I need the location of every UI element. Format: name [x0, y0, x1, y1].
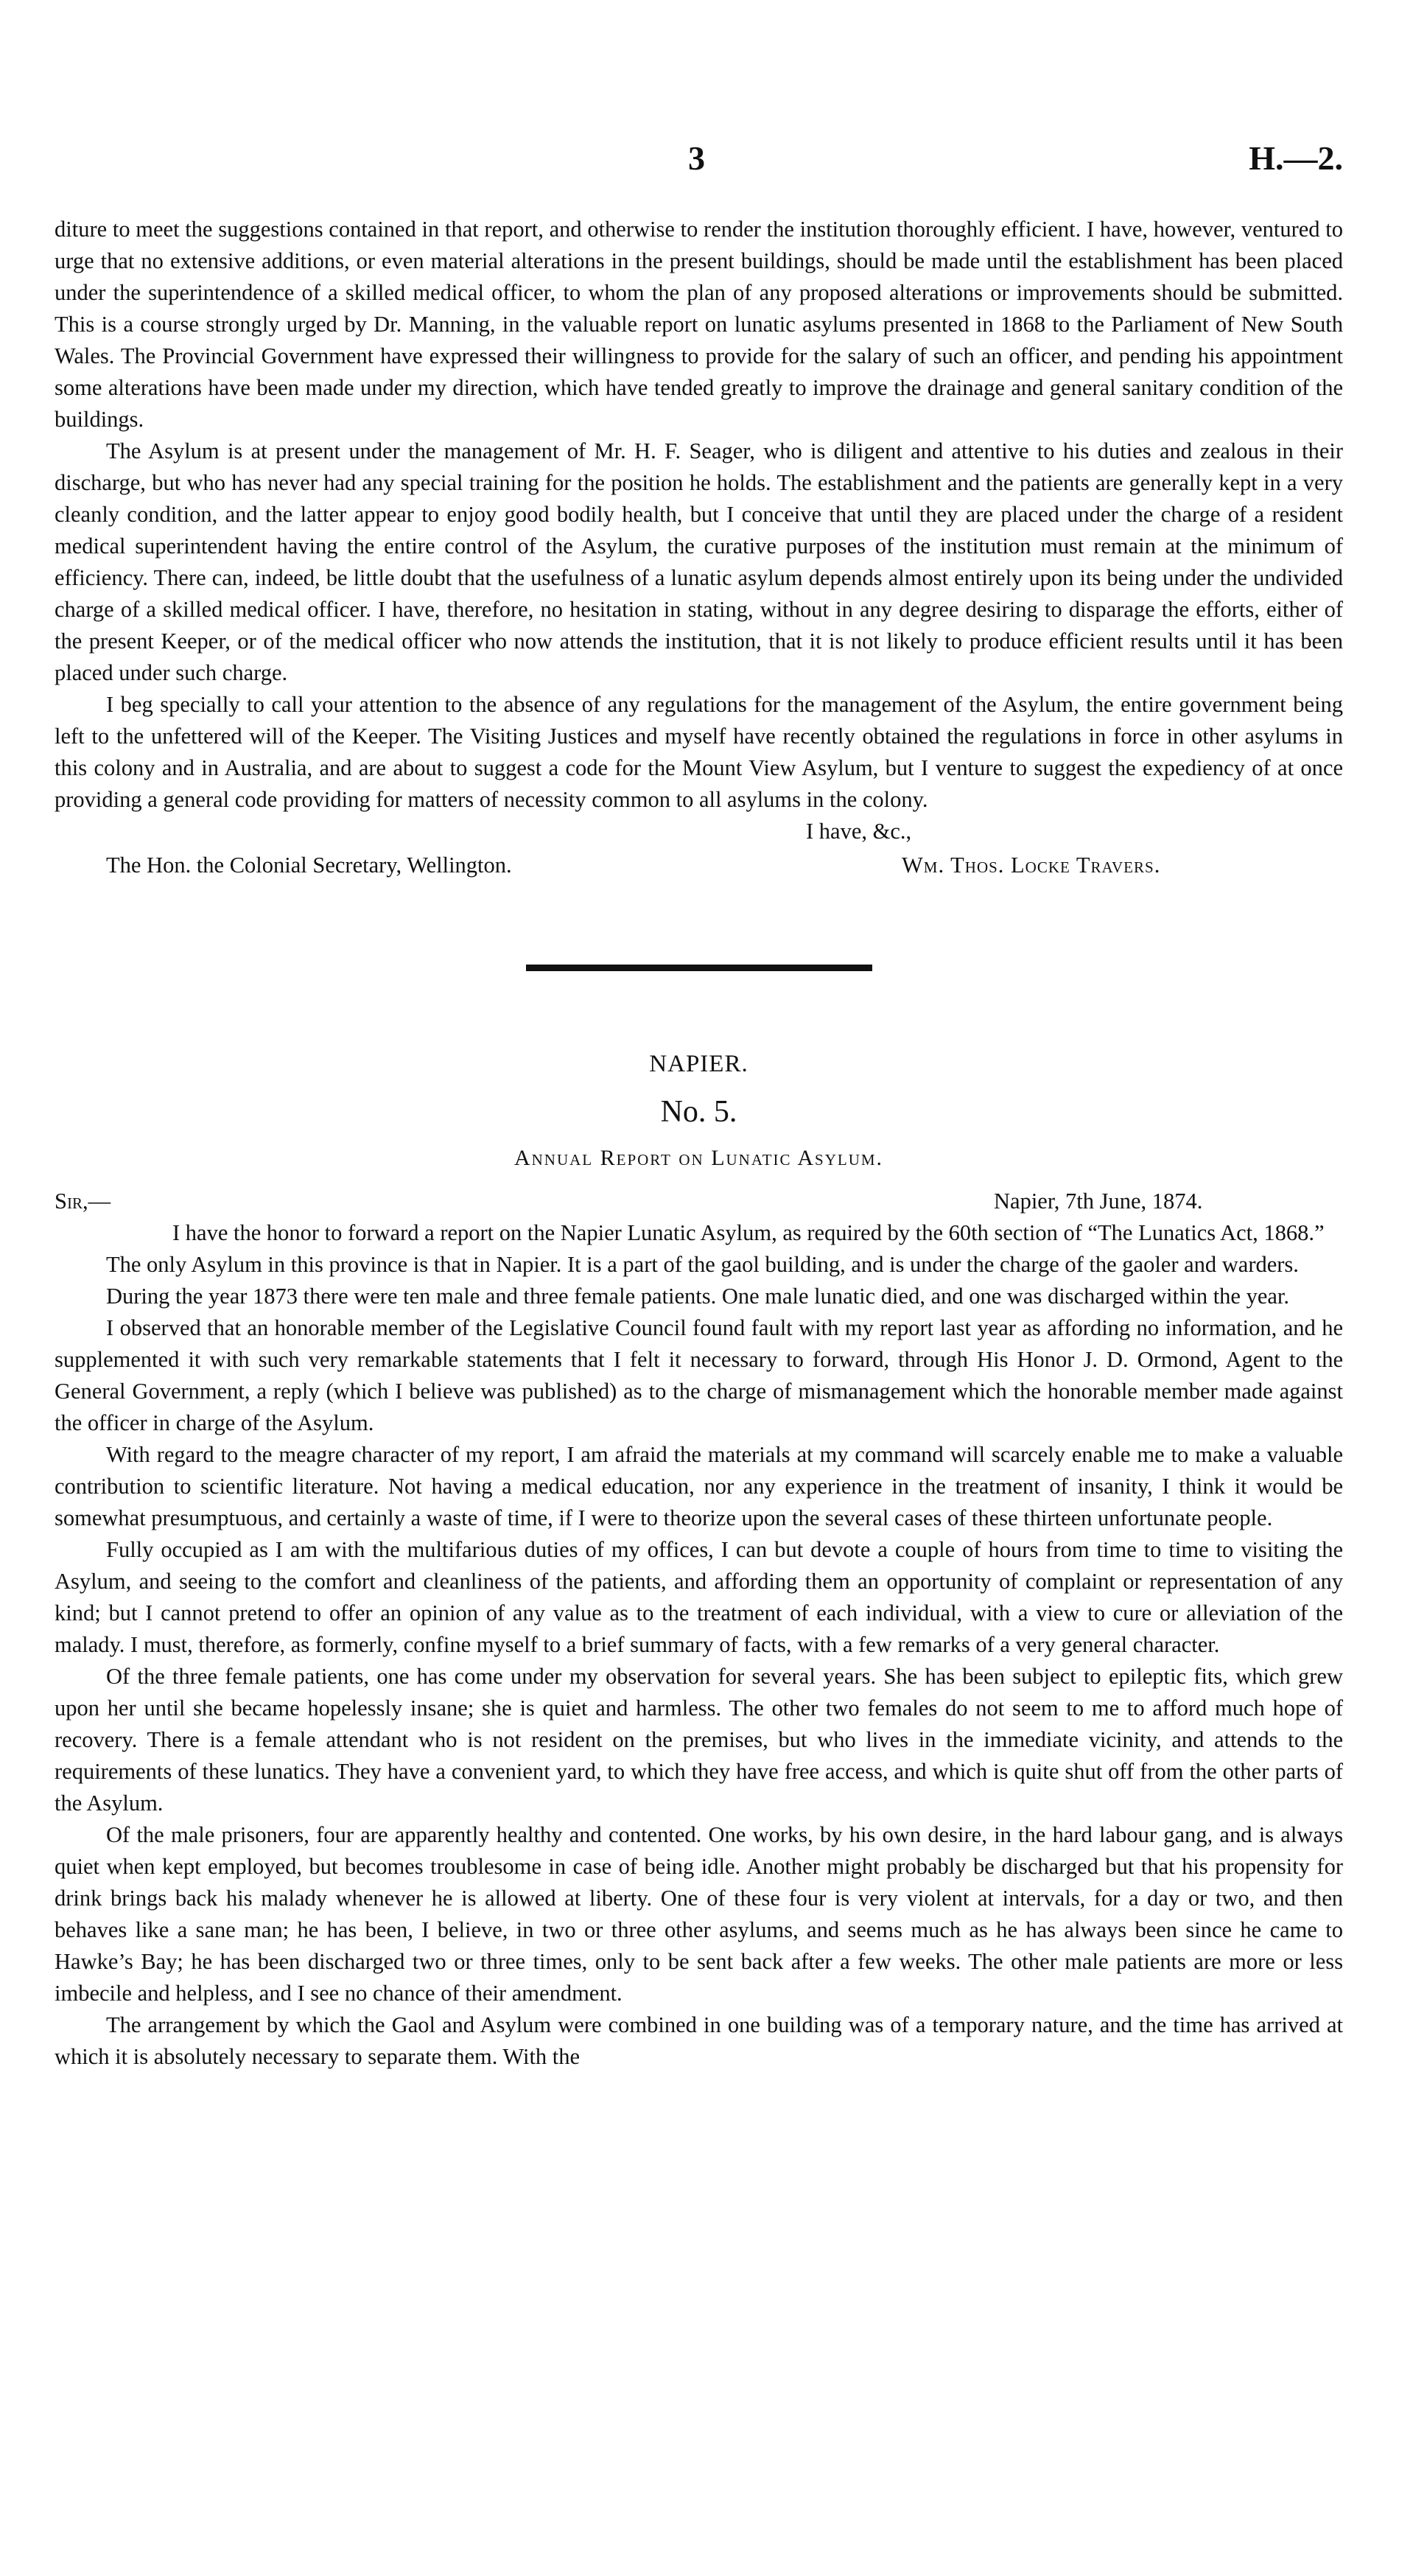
salutation-row: [55, 1186, 1343, 1217]
paragraph: With regard to the meagre character of my report, I am afraid the materials at my command will scarcely enable me to make a valuable contribution to scientific literature. Not having a medical education, nor any experience in the treatment of insanity, I think it would be somewhat presumptuous, and certainly a waste of time, if I were to theorize upon the several cases of these thirteen unfortunate people.: [55, 1442, 1343, 1530]
page-body: [55, 214, 1343, 2073]
signature: Wm. Thos. Locke Travers.: [902, 853, 1161, 878]
paragraph: The arrangement by which the Gaol and Asylum were combined in one building was of a temporary nature, and the time has arrived at which it is absolutely necessary to separate them. With the: [55, 2012, 1343, 2069]
paragraph: Of the male prisoners, four are apparently healthy and contented. One works, by his own desire, in the hard labour gang, and is always quiet when kept employed, but becomes troublesome in case of being idle. Another might probably be discharged but that his propensity for drink brings back his malady whenever he is allowed at liberty. One of these four is very violent at intervals, for a day or two, and then behaves like a sane man; he has been, I believe, in two or three other asylums, and seems much as he has always been since he came to Hawke’s Bay; he has been discharged two or three times, only to be sent back after a few weeks. The other male patients are more or less imbecile and helpless, and I see no chance of their amendment.: [55, 1822, 1343, 2006]
paragraph: I observed that an honorable member of the Legislative Council found fault with my report last year as affording no information, and he supplemented it with such very remarkable statements that I felt it necessary to forward, through His Honor J. D. Ormond, Agent to the General Government, a reply (which I believe was published) as to the charge of mismanagement which the honorable member made against the officer in charge of the Asylum.: [55, 1315, 1343, 1435]
addressee: The Hon. the Colonial Secretary, Wellington.: [106, 853, 512, 878]
report-title: Annual Report on Lunatic Asylum.: [513, 1146, 884, 1170]
salutation: Sir,—: [55, 1189, 111, 1214]
letter-signoff: [55, 816, 1343, 883]
paragraph: Fully occupied as I am with the multifarious duties of my offices, I can but devote a couple of hours from time to time to visiting the Asylum, and seeing to the comfort and cleanliness of the patients, and affording them an opportunity of complaint or representation of any kind; but I cannot pretend to offer an opinion of any value as to the treatment of each individual, with a view to cure or alleviation of the malady. I must, therefore, as formerly, confine myself to a brief summary of facts, with a few remarks of a very general character.: [55, 1537, 1343, 1657]
date-line: Napier, 7th June, 1874.: [994, 1189, 1203, 1214]
page-header: [55, 139, 1343, 183]
section-place-heading: NAPIER.: [649, 1051, 748, 1077]
paragraph: During the year 1873 there were ten male and three female patients. One male lunatic died, and one was discharged within the year.: [106, 1284, 1290, 1309]
closing-line: I have, &c.,: [806, 819, 912, 844]
opening-paragraph: I have the honor to forward a report on the Napier Lunatic Asylum, as required by the 60th section of “The Lunatics Act, 1868.”: [172, 1220, 1325, 1245]
paragraph-continued: diture to meet the suggestions contained in that report, and otherwise to render the institution thoroughly efficient. I have, however, ventured to urge that no extensive additions, or even material alterations in the present buildings, should be made until the establishment has been placed under the superintendence of a skilled medical officer, to whom the plan of any proposed alterations or improvements should be submitted. This is a course strongly urged by Dr. Manning, in the valuable report on lunatic asylums presented in 1868 to the Parliament of New South Wales. The Provincial Government have expressed their willingness to provide for the salary of such an officer, and pending his appointment some alterations have been made under my direction, which have tended greatly to improve the drainage and general sanitary condition of the buildings.: [55, 217, 1343, 432]
document-number: No. 5.: [660, 1095, 737, 1129]
paragraph: The only Asylum in this province is that in Napier. It is a part of the gaol building, and is under the charge of the gaoler and warders.: [106, 1252, 1299, 1277]
document-code: H.—2.: [1249, 139, 1343, 177]
section-divider: [526, 965, 872, 971]
paragraph: Of the three female patients, one has come under my observation for several years. She has been subject to epileptic fits, which grew upon her until she became hopelessly insane; she is quiet and harmless. The other two females do not seem to me to afford much hope of recovery. There is a female attendant who is not resident on the premises, but who lives in the immediate vicinity, and attends to the requirements of these lunatics. They have a convenient yard, to which they have free access, and which is quite shut off from the other parts of the Asylum.: [55, 1664, 1343, 1816]
page-number: 3: [688, 139, 705, 177]
paragraph: The Asylum is at present under the management of Mr. H. F. Seager, who is diligent and attentive to his duties and zealous in their discharge, but who has never had any special training for the position he holds. The establishment and the patients are generally kept in a very cleanly condition, and the latter appear to enjoy good bodily health, but I conceive that until they are placed under the charge of a resident medical superintendent having the entire control of the Asylum, the curative purposes of the institution must remain at the minimum of efficiency. There can, indeed, be little doubt that the usefulness of a lunatic asylum depends almost entirely upon its being under the undivided charge of a skilled medical officer. I have, therefore, no hesitation in stating, without in any degree desiring to disparage the efforts, either of the present Keeper, or of the medical officer who now attends the institution, that it is not likely to produce efficient results until it has been placed under such charge.: [55, 438, 1343, 685]
paragraph: I beg specially to call your attention to the absence of any regulations for the management of the Asylum, the entire government being left to the unfettered will of the Keeper. The Visiting Justices and myself have recently obtained the regulations in force in other asylums in this colony and in Australia, and are about to suggest a code for the Mount View Asylum, but I venture to suggest the expediency of at once providing a general code providing for matters of necessity common to all asylums in the colony.: [55, 692, 1343, 812]
